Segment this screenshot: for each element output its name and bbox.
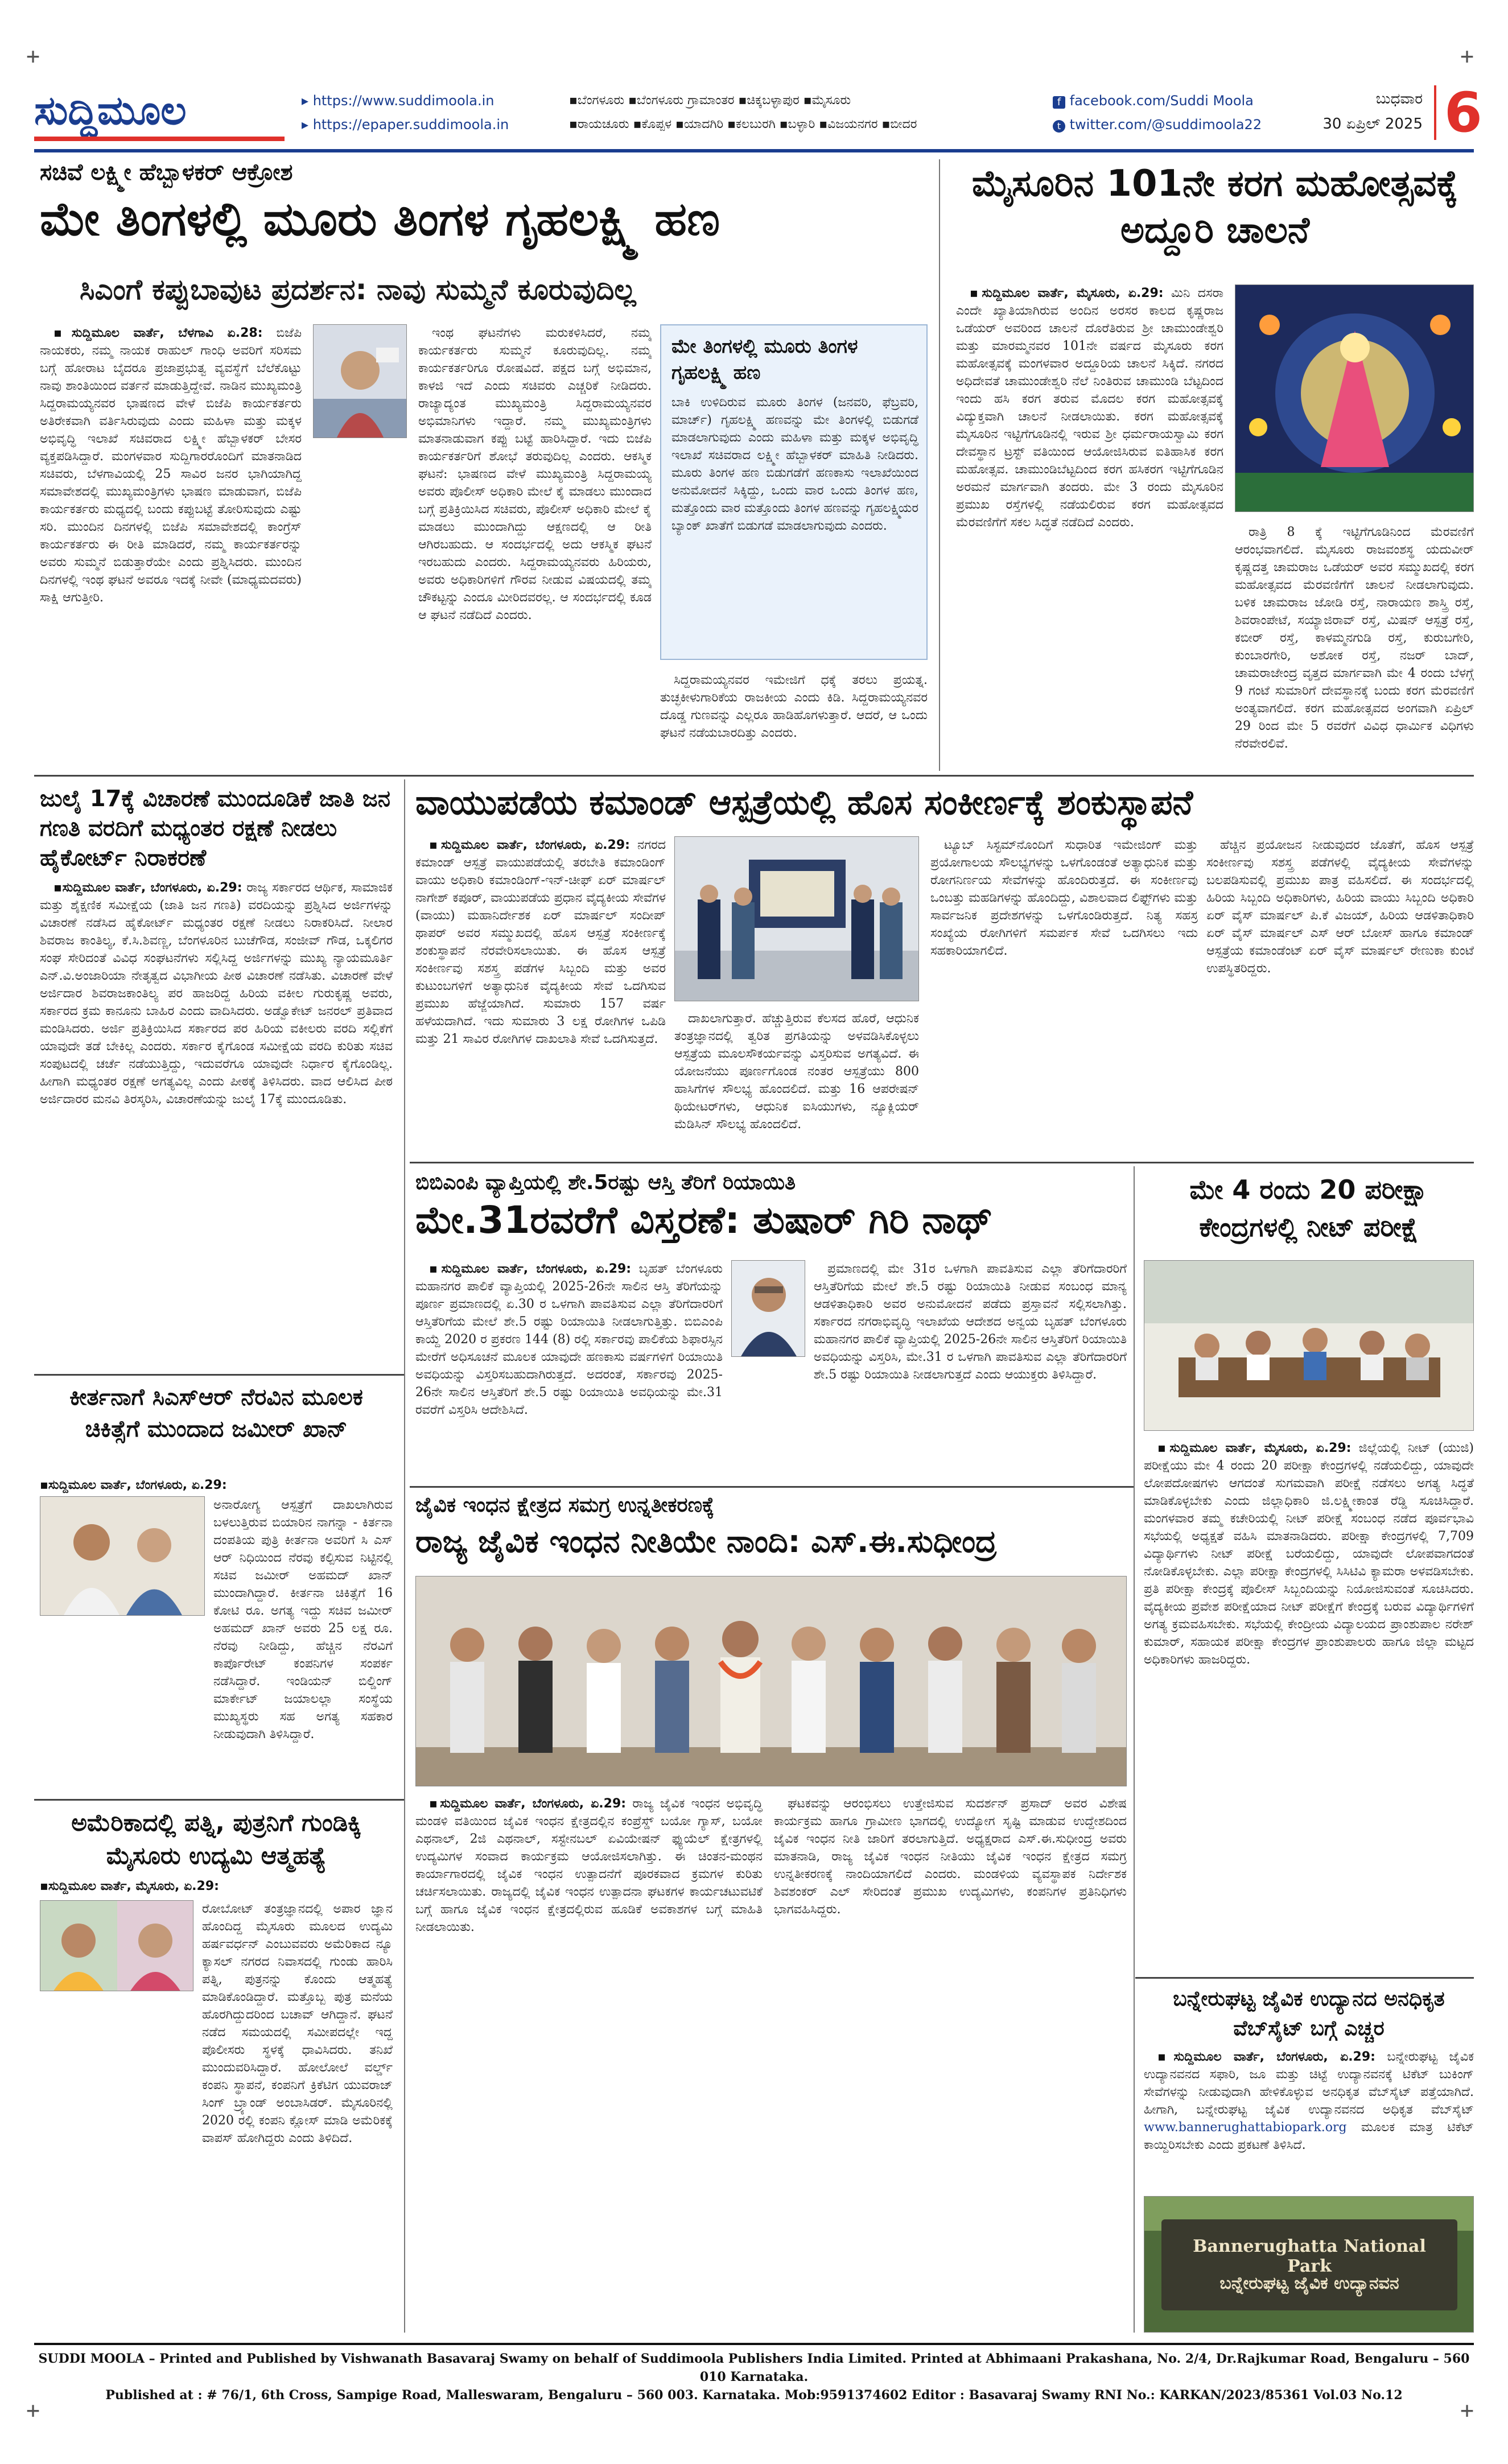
story2-text2: ರಾತ್ರಿ 8 ಕ್ಕೆ ಇಟ್ಟಿಗೆಗೂಡಿನಿಂದ ಮೆರವಣಿಗೆ ಆರಂಭವಾಗಲಿದೆ. ಮೈಸೂರು ರಾಜವಂಶಸ್ಥ ಯದುವೀರ್ ಕೃಷ್ಣದತ್ತ ಚಾಮರಾಜ ಒಡೆಯರ್ ಅವರ ಸಮ್ಮುಖದಲ್ಲಿ ಕರಗ ಮಹೋತ್ಸವದ ಮೆರವಣಿಗೆಗೆ ಚಾಲನೆ ನೀಡಲಾಗುವುದು. ಬಳಿಕ ಚಾಮರಾಜ ಜೋಡಿ ರಸ್ತೆ, ನಾರಾಯಣ ಶಾಸ್ತ್ರಿ ರಸ್ತೆ, ಶಿವರಾಂಪೇಟೆ, ಸಯ್ಯಾಜಿರಾವ್ ರಸ್ತೆ, ಮಿಷನ್ ಆಸ್ಪತ್ರೆ ರಸ್ತೆ, ಕಬೀರ್ ರಸ್ತೆ, ಕಾಳಮ್ಮನಗುಡಿ ರಸ್ತೆ, ಕುರುಬಗೇರಿ, ಕುಂಬಾರಗೇರಿ, ಅಶೋಕ ರಸ್ತೆ, ನಜರ್ ಬಾದ್, ಚಾಮರಾಜೇಂದ್ರ ವೃತ್ತದ ಮಾರ್ಗವಾಗಿ ಮೇ 4 ರಂದು ಬೆಳಗ್ಗೆ 9 ಗಂಟೆ ಸುಮಾರಿಗೆ ದೇವಸ್ಥಾನಕ್ಕೆ ಬಂದು ಕರಗ ಮೆರವಣಿಗೆ ಅಂತ್ಯವಾಗಲಿದೆ. ಕರಗ ಮಹೋತ್ಸವದ ಅಂಗವಾಗಿ ಏಪ್ರಿಲ್ 29 ರಿಂದ ಮೇ 5 ರವರೆಗೆ ವಿವಿಧ ಧಾರ್ಮಿಕ ವಿಧಿಗಳು ನೆರವೇರಲಿವೆ. bbox=[1235, 525, 1474, 751]
commissioner-portrait-image bbox=[732, 1261, 805, 1357]
story5-headline[interactable]: ಮೇ.31ರವರೆಗೆ ವಿಸ್ತರಣೆ: ತುಷಾರ್ ಗಿರಿ ನಾಥ್ bbox=[415, 1198, 993, 1242]
box-text: ಬಾಕಿ ಉಳಿದಿರುವ ಮೂರು ತಿಂಗಳ (ಜನವರಿ, ಫೆಬ್ರವರಿ, ಮಾರ್ಚ್) ಗೃಹಲಕ್ಷ್ಮಿ ಹಣವನ್ನು ಮೇ ತಿಂಗಳಲ್ಲಿ ಬಿಡುಗಡೆ ಮಾಡಲಾಗುವುದು ಎಂದು ಮಹಿಳಾ ಮತ್ತು ಮಕ್ಕಳ ಅಭಿವೃದ್ಧಿ ಇಲಾಖೆ ಸಚಿವರಾದ ಲಕ್ಷ್ಮೀ ಹೆಬ್ಬಾಳಕರ್ ಮಾಹಿತಿ ನೀಡಿದರು. ಮೂರು ತಿಂಗಳ ಹಣ ಬಿಡುಗಡೆಗೆ ಹಣಕಾಸು ಇಲಾಖೆಯಿಂದ ಅನುಮೋದನೆ ಸಿಕ್ಕಿದ್ದು, ಒಂದು ವಾರ ಒಂದು ತಿಂಗಳ ಹಣ, ಮತ್ತೊಂದು ವಾರ ಮತ್ತೊಂದು ತಿಂಗಳ ಹಣವನ್ನು ಗೃಹಲಕ್ಷ್ಮಿಯರ ಬ್ಯಾಂಕ್ ಖಾತೆಗೆ ಬಿಡುಗಡೆ ಮಾಡಲಾಗುವುದು ಎಂದರು. bbox=[671, 395, 918, 533]
story9-headline[interactable]: ಅಮೆರಿಕಾದಲ್ಲಿ ಪತ್ನಿ, ಪುತ್ರನಿಗೆ ಗುಂಡಿಕ್ಕಿ ಮೈಸೂರು ಉದ್ಯಮಿ ಆತ್ಮಹತ್ಯೆ bbox=[71, 1809, 361, 1869]
story5-col1: ▪ಸುದ್ದಿಮೂಲ ವಾರ್ತೆ, ಬೆಂಗಳೂರು, ಏ.29: ಬೃಹತ್ ಬೆಂಗಳೂರು ಮಹಾನಗರ ಪಾಲಿಕೆ ವ್ಯಾಪ್ತಿಯಲ್ಲಿ 2025-26ನೇ ಸಾಲಿನ ಆಸ್ತಿ ತೆರಿಗೆಯನ್ನು ಪೂರ್ಣ ಪ್ರಮಾಣದಲ್ಲಿ ಏ.30 ರ ಒಳಗಾಗಿ ಪಾವತಿಸುವ ಎಲ್ಲಾ ತೆರಿಗೆದಾರರಿಗೆ ಆಸ್ತಿತೆರಿಗೆಯ ಮೇಲೆ ಶೇ.5 ರಷ್ಟು ರಿಯಾಯಿತಿ ನೀಡಲಾಗುತ್ತಿತ್ತು. ಬಿಬಿಎಂಪಿ ಕಾಯ್ದೆ 2020 ರ ಪ್ರಕರಣ 144 (8) ರಲ್ಲಿ ಸರ್ಕಾರವು ಪಾಲಿಕೆಯ ಶಿಫಾರಸ್ಸಿನ ಮೇರೆಗೆ ಅಧಿಸೂಚನೆ ಮೂಲಕ ಯಾವುದೇ ಹಣಕಾಸು ವರ್ಷಗಳಿಗೆ ರಿಯಾಯಿತಿ ಅವಧಿಯನ್ನು ವಿಸ್ತರಿಸಬಹುದಾಗಿರುತ್ತದೆ. ಅದರಂತೆ, ಸರ್ಕಾರವು 2025-26ನೇ ಸಾಲಿನ ಆಸ್ತಿತೆರಿಗೆ ಶೇ.5 ರಷ್ಟು ರಿಯಾಯಿತಿ ಅವಧಿಯನ್ನು ಮೇ.31 ರವರೆಗೆ ವಿಸ್ತರಿಸಿ ಆದೇಶಿಸಿದೆ. bbox=[415, 1262, 723, 1417]
official-website-url[interactable]: www.bannerughattabiopark.org bbox=[1144, 2120, 1347, 2135]
story2-headline[interactable]: ಮೈಸೂರಿನ 101ನೇ ಕರಗ ಮಹೋತ್ಸವಕ್ಕೆ ಅದ್ದೂರಿ ಚಾಲನೆ bbox=[971, 163, 1458, 251]
crop-mark: + bbox=[26, 2397, 40, 2424]
imprint-line: SUDDI MOOLA – Printed and Published by Vishwanath Basavaraj Swamy on behalf of Suddimoola Publishers India Limited. Printed at Abhimaani Prakashana, No. 2/4, Dr.Rajkumar Road, Bengaluru – 560 010 Karnataka. bbox=[38, 2351, 1470, 2384]
story6-text: ▪ಸುದ್ದಿಮೂಲ ವಾರ್ತೆ, ಮೈಸೂರು, ಏ.29: ಜಿಲ್ಲೆಯಲ್ಲಿ ನೀಟ್ (ಯುಜಿ) ಪರೀಕ್ಷೆಯು ಮೇ 4 ರಂದು 20 ಪರೀಕ್ಷಾ ಕೇಂದ್ರಗಳಲ್ಲಿ ನಡೆಯಲಿದ್ದು, ಯಾವುದೇ ಲೋಪದೋಷಗಳು ಆಗದಂತೆ ಸುಗಮವಾಗಿ ಪರೀಕ್ಷೆ ನಡೆಸಲು ಅಗತ್ಯ ಸಿದ್ಧತೆ ಮಾಡಿಕೊಳ್ಳಬೇಕು ಎಂದು ಜಿಲ್ಲಾಧಿಕಾರಿ ಜಿ.ಲಕ್ಷ್ಮೀಕಾಂತ ರೆಡ್ಡಿ ಸೂಚಿಸಿದ್ದಾರೆ. ಮಂಗಳವಾರ ತಮ್ಮ ಕಚೇರಿಯಲ್ಲಿ ನೀಟ್ ಪರೀಕ್ಷೆ ಸಂಬಂಧ ನಡೆದ ಪೂರ್ವಭಾವಿ ಸಭೆಯಲ್ಲಿ ಅಧ್ಯಕ್ಷತೆ ವಹಿಸಿ ಮಾತನಾಡಿದರು. ಪರೀಕ್ಷಾ ಕೇಂದ್ರಗಳಲ್ಲಿ 7,709 ವಿದ್ಯಾರ್ಥಿಗಳು ನೀಟ್ ಪರೀಕ್ಷೆ ಬರೆಯಲಿದ್ದು, ಯಾವುದೇ ಲೋಪವಾಗದಂತೆ ನೋಡಿಕೊಳ್ಳಬೇಕು. ಎಲ್ಲಾ ಪರೀಕ್ಷಾ ಕೇಂದ್ರಗಳಲ್ಲಿ ಸಿಸಿಟಿವಿ ಕ್ಯಾಮರಾ ಅಳವಡಿಸಬೇಕು. ಪ್ರತಿ ಪರೀಕ್ಷಾ ಕೇಂದ್ರಕ್ಕೆ ಪೊಲೀಸ್ ಸಿಬ್ಬಂದಿಯನ್ನು ನಿಯೋಜಿಸುವಂತೆ ಸೂಚಿಸಿದರು. ವೈದ್ಯಕೀಯ ಪ್ರವೇಶ ಪರೀಕ್ಷೆಯಾದ ನೀಟ್ ಪರೀಕ್ಷೆಗೆ ಕೇಂದ್ರಕ್ಕೆ ಬರುವ ವಿದ್ಯಾರ್ಥಿಗಳಿಗೆ ಅಗತ್ಯ ಕ್ರಮವಹಿಸಬೇಕು. ಸಭೆಯಲ್ಲಿ ಕೇಂದ್ರೀಯ ವಿದ್ಯಾಲಯದ ಪ್ರಾಂಶುಪಾಲ ನರೇಶ್ ಕುಮಾರ್, ಸಹಾಯಕ ಪರೀಕ್ಷಾ ಕೇಂದ್ರಗಳ ಪ್ರಾಂಶುಪಾಲರು ಹಾಗೂ ಜಿಲ್ಲಾ ಮಟ್ಟದ ಅಧಿಕಾರಿಗಳು ಹಾಜರಿದ್ದರು. bbox=[1144, 1441, 1474, 1667]
story7-byline: ▪ಸುದ್ದಿಮೂಲ ವಾರ್ತೆ, ಬೆಂಗಳೂರು, ಏ.29: bbox=[40, 1478, 227, 1492]
story1-subhead: ಸಿಎಂಗೆ ಕಪ್ಪುಬಾವುಟ ಪ್ರದರ್ಶನ: ನಾವು ಸುಮ್ಮನೆ ಕೂರುವುದಿಲ್ಲ bbox=[80, 273, 636, 306]
section-rule bbox=[410, 1162, 1474, 1163]
story4-col2: ದಾಖಲಾಗುತ್ತಾರೆ. ಹೆಚ್ಚುತ್ತಿರುವ ಕೆಲಸದ ಹೊರೆ, ಆಧುನಿಕ ತಂತ್ರಜ್ಞಾನದಲ್ಲಿ ತ್ವರಿತ ಪ್ರಗತಿಯನ್ನು ಅಳವಡಿಸಿಕೊಳ್ಳಲು ಆಸ್ಪತ್ರೆಯ ಮೂಲಸೌಕರ್ಯವನ್ನು ವಿಸ್ತರಿಸುವ ಅಗತ್ಯವಿದೆ. ಈ ಯೋಜನೆಯು ಪೂರ್ಣಗೊಂಡ ನಂತರ ಆಸ್ಪತ್ರೆಯು 800 ಹಾಸಿಗೆಗಳ ಸೌಲಭ್ಯ ಹೊಂದಲಿದೆ. ಮತ್ತು 16 ಆಪರೇಷನ್ ಥಿಯೇಟರ್‌ಗಳು, ಆಧುನಿಕ ಐಸಿಯುಗಳು, ನ್ಯೂಕ್ಲಿಯರ್ ಮೆಡಿಸಿನ್ ಸೌಲಭ್ಯ ಹೊಂದಲಿದೆ. bbox=[674, 1012, 919, 1132]
story6-headline[interactable]: ಮೇ 4 ರಂದು 20 ಪರೀಕ್ಷಾ ಕೇಂದ್ರಗಳಲ್ಲಿ ನೀಟ್ ಪರೀಕ್ಷೆ bbox=[1189, 1174, 1428, 1243]
story9-byline: ▪ಸುದ್ದಿಮೂಲ ವಾರ್ತೆ, ಮೈಸೂರು, ಏ.29: bbox=[40, 1879, 219, 1893]
crop-mark: + bbox=[26, 43, 40, 69]
story1-col2: ಇಂಥ ಘಟನೆಗಳು ಮರುಕಳಿಸಿದರೆ, ನಮ್ಮ ಕಾರ್ಯಕರ್ತರು ಸುಮ್ಮನೆ ಕೂರುವುದಿಲ್ಲ. ನಮ್ಮ ಕಾರ್ಯಕರ್ತರಿಗೂ ರೋಷವಿದೆ. ಪಕ್ಷದ ಬಗ್ಗೆ ಅಭಿಮಾನ, ಕಾಳಜಿ ಇದೆ ಎಂದು ಸಚಿವರು ಎಚ್ಚರಿಕೆ ನೀಡಿದರು. ರಾಜ್ಯಾದ್ಯಂತ ಮುಖ್ಯಮಂತ್ರಿ ಸಿದ್ದರಾಮಯ್ಯನವರ ಅಭಿಮಾನಿಗಳು ಇದ್ದಾರೆ. ನಮ್ಮ ಮುಖ್ಯಮಂತ್ರಿಗಳು ಮಾತನಾಡುವಾಗ ಕಪ್ಪು ಬಟ್ಟೆ ಹಾರಿಸಿದ್ದಾರೆ. ಇದು ಬಿಜೆಪಿ ಕಾರ್ಯಕರ್ತರಿಗೆ ಶೋಭೆ ತರುವುದಿಲ್ಲ ಎಂದರು. ಆಕಸ್ಮಿಕ ಘಟನೆ: ಭಾಷಣದ ವೇಳೆ ಮುಖ್ಯಮಂತ್ರಿ ಸಿದ್ದರಾಮಯ್ಯ ಅವರು ಪೊಲೀಸ್ ಅಧಿಕಾರಿ ಮೇಲೆ ಕೈ ಮಾಡಲು ಮುಂದಾದ ಬಗ್ಗೆ ಪ್ರತಿಕ್ರಿಯಿಸಿದ ಸಚಿವರು, ಪೊಲೀಸ್ ಅಧಿಕಾರಿ ಮೇಲೆ ಕೈ ಮಾಡಲು ಮುಂದಾಗಿದ್ದು ಆಕ್ಷಣದಲ್ಲಿ ಆ ರೀತಿ ಆಗಿರಬಹುದು. ಆ ಸಂದರ್ಭದಲ್ಲಿ ಅದು ಆಕಸ್ಮಿಕ ಘಟನೆ ಇರಬಹುದು ಎಂದರು. ಸಿದ್ದರಾಮಯ್ಯನವರು ಹಿರಿಯರು, ಅವರು ಅಧಿಕಾರಿಗಳಿಗೆ ಗೌರವ ನೀಡುವ ವಿಷಯದಲ್ಲಿ ತಮ್ಮ ಚೌಕಟ್ಟನ್ನು ಎಂದೂ ಮೀರಿದವರಲ್ಲ. ಆ ಸಂದರ್ಭದಲ್ಲಿ ಕೂಡ ಆ ಘಟನೆ ನಡೆದಿದೆ ಎಂದರು. bbox=[418, 326, 652, 622]
masthead-rule bbox=[34, 149, 1474, 152]
minister-photo bbox=[313, 324, 407, 438]
section-rule bbox=[34, 1799, 404, 1801]
story8-headline[interactable]: ರಾಜ್ಯ ಜೈವಿಕ ಇಂಧನ ನೀತಿಯೇ ನಾಂದಿ: ಎಸ್.ಈ.ಸುಧೀಂದ್ರ bbox=[415, 1524, 997, 1559]
story4-col1: ▪ಸುದ್ದಿಮೂಲ ವಾರ್ತೆ, ಬೆಂಗಳೂರು, ಏ.29: ನಗರದ ಕಮಾಂಡ್ ಆಸ್ಪತ್ರೆ ವಾಯುಪಡೆಯಲ್ಲಿ ತರಬೇತಿ ಕಮಾಂಡಿಂಗ್ ವಾಯು ಅಧಿಕಾರಿ ಕಮಾಂಡಿಂಗ್-ಇನ್-ಚೀಫ್ ಏರ್ ಮಾರ್ಷಲ್ ನಾಗೇಶ್ ಕಪೂರ್, ವಾಯುಪಡೆಯ ಪ್ರಧಾನ ವೈದ್ಯಕೀಯ ಸೇವೆಗಳ (ವಾಯು) ಮಹಾನಿರ್ದೇಶಕ ಏರ್ ಮಾರ್ಷಲ್ ಸಂದೀಪ್ ಥಾಪರ್ ಅವರ ಸಮ್ಮುಖದಲ್ಲಿ ಹೊಸ ಆಸ್ಪತ್ರೆ ಸಂಕೀರ್ಣಕ್ಕೆ ಶಂಕುಸ್ಥಾಪನೆ ನೆರವೇರಿಸಲಾಯಿತು. ಈ ಹೊಸ ಆಸ್ಪತ್ರೆ ಸಂಕೀರ್ಣವು ಸಶಸ್ತ್ರ ಪಡೆಗಳ ಸಿಬ್ಬಂದಿ ಮತ್ತು ಅವರ ಕುಟುಂಬಗಳಿಗೆ ಅತ್ಯಾಧುನಿಕ ವೈದ್ಯಕೀಯ ಸೇವೆ ಒದಗಿಸುವ ಪ್ರಮುಖ ಹೆಜ್ಜೆಯಾಗಿದೆ. ಸುಮಾರು 157 ವರ್ಷ ಹಳೆಯದಾಗಿದೆ. ಇದು ಸುಮಾರು 3 ಲಕ್ಷ ರೋಗಿಗಳ ಒಪಿಡಿ ಮತ್ತು 21 ಸಾವಿರ ರೋಗಿಗಳ ದಾಖಲಾತಿ ಸೇವೆ ಒದಗಿಸುತ್ತದೆ. bbox=[415, 838, 666, 1046]
story5-col2: ಪ್ರಮಾಣದಲ್ಲಿ ಮೇ 31ರ ಒಳಗಾಗಿ ಪಾವತಿಸುವ ಎಲ್ಲಾ ತೆರಿಗೆದಾರರಿಗೆ ಆಸ್ತಿತೆರಿಗೆಯ ಮೇಲೆ ಶೇ.5 ರಷ್ಟು ರಿಯಾಯಿತಿ ನೀಡುವ ಸಂಬಂಧ ಮಾನ್ಯ ಆಡಳಿತಾಧಿಕಾರಿ ಅವರ ಅನುಮೋದನೆ ಪಡೆದು ಪ್ರಸ್ತಾವನೆ ಸಲ್ಲಿಸಲಾಗಿತ್ತು. ಸರ್ಕಾರದ ನಗರಾಭಿವೃದ್ಧಿ ಇಲಾಖೆಯ ಆದೇಶದ ಅನ್ವಯ ಬೃಹತ್ ಬೆಂಗಳೂರು ಮಹಾನಗರ ಪಾಲಿಕೆ ವ್ಯಾಪ್ತಿಯಲ್ಲಿ 2025-26ನೇ ಸಾಲಿನ ಆಸ್ತಿತೆರಿಗೆ ರಿಯಾಯಿತಿ ಅವಧಿಯನ್ನು ವಿಸ್ತರಿಸಿ, ಮೇ.31 ರ ಒಳಗಾಗಿ ಪಾವತಿಸುವ ಎಲ್ಲಾ ತೆರಿಗೆದಾರರಿಗೆ ಶೇ.5 ರಷ್ಟು ರಿಯಾಯಿತಿ ನೀಡಲಾಗುತ್ತದೆ ಎಂದು ಆಯುಕ್ತರು ತಿಳಿಸಿದ್ದಾರೆ. bbox=[814, 1262, 1127, 1382]
minister-portrait-image bbox=[314, 325, 407, 438]
epaper-link[interactable]: ▸ https://epaper.suddimoola.in bbox=[302, 117, 509, 133]
column-rule bbox=[1134, 1166, 1135, 2333]
section-rule bbox=[410, 1486, 1134, 1488]
twitter-icon: t bbox=[1053, 120, 1065, 133]
story2-text1: ▪ಸುದ್ದಿಮೂಲ ವಾರ್ತೆ, ಮೈಸೂರು, ಏ.29: ಮಿನಿ ದಸರಾ ಎಂದೇ ಖ್ಯಾತಿಯಾಗಿರುವ ಅಂದಿನ ಅರಸರ ಕಾಲದ ಕೃಷ್ಣರಾಜ ಒಡೆಯರ್ ಅವರಿಂದ ಚಾಲನೆ ದೊರೆತಿರುವ ಶ್ರೀ ಚಾಮುಂಡೇಶ್ವರಿ ಮತ್ತು ಮಾರಮ್ಮನವರ 101ನೇ ವರ್ಷದ ಮೈಸೂರು ಕರಗ ಮಹೋತ್ಸವಕ್ಕೆ ಮಂಗಳವಾರ ಅದ್ದೂರಿಯ ಚಾಲನೆ ಸಿಕ್ಕಿದೆ. ನಗರದ ಅಧಿದೇವತೆ ಚಾಮುಂಡೇಶ್ವರಿ ನೆಲೆ ನಿಂತಿರುವ ಚಾಮುಂಡಿ ಬೆಟ್ಟದಿಂದ ಇಂದು ಹಸಿ ಕರಗ ತರುವ ಮೊದಲ ಕರಗ ಮಹೋತ್ಸವಕ್ಕೆ ವಿದ್ಯುಕ್ತವಾಗಿ ಚಾಲನೆ ನೀಡಲಾಯಿತು. ಕರಗ ಮಹೋತ್ಸವಕ್ಕೆ ಮೈಸೂರಿನ ಇಟ್ಟಿಗೆಗೂಡಿನಲ್ಲಿ ಇರುವ ಶ್ರೀ ಧರ್ಮರಾಯಸ್ವಾಮಿ ಕರಗ ದೇವಸ್ಥಾನ ಟ್ರಸ್ಟ್ ವತಿಯಿಂದ ಆಯೋಜಿಸಿರುವ ಐತಿಹಾಸಿಕ ಕರಗ ಮಹೋತ್ಸವ. ಚಾಮುಂಡಿಬೆಟ್ಟದಿಂದ ಕರಗ ಹಸಿಕರಗ ಇಟ್ಟಿಗೆಗೂಡಿನ ಅರಮನೆ ಮಾರ್ಗವಾಗಿ ತಂದರು. ಮೇ 3 ರಂದು ಮೈಸೂರಿನ ಪ್ರಮುಖ ರಸ್ತೆಗಳಲ್ಲಿ ನಡೆಯಲಿರುವ ಕರಗ ಮಹೋತ್ಸವದ ಮೆರವಣಿಗೆಗೆ ಸಕಲ ಸಿದ್ಧತೆ ನಡೆದಿದೆ ಎಂದರು. bbox=[956, 286, 1223, 530]
story5-kicker: ಬಿಬಿಎಂಪಿ ವ್ಯಾಪ್ತಿಯಲ್ಲಿ ಶೇ.5ರಷ್ಟು ಆಸ್ತಿ ತೆರಿಗೆ ರಿಯಾಯಿತಿ bbox=[415, 1171, 796, 1194]
biofuel-group-photo bbox=[415, 1576, 1127, 1786]
social-links bbox=[1053, 89, 1262, 137]
meeting-image bbox=[1144, 1261, 1474, 1431]
facebook-icon: f bbox=[1053, 96, 1065, 109]
park-sign-english: Bannerughatta National Park bbox=[1193, 2236, 1426, 2276]
story9-text: ರೋಬೋಟ್ ತಂತ್ರಜ್ಞಾನದಲ್ಲಿ ಅಪಾರ ಜ್ಞಾನ ಹೊಂದಿದ್ದ ಮೈಸೂರು ಮೂಲದ ಉದ್ಯಮಿ ಹರ್ಷವರ್ಧನ್ ಎಂಬುವವರು ಅಮೆರಿಕಾದ ನ್ಯೂ ಕ್ಯಾಸಲ್ ನಗರದ ನಿವಾಸದಲ್ಲಿ ಗುಂಡು ಹಾರಿಸಿ ಪತ್ನಿ, ಪುತ್ರನನ್ನು ಕೊಂದು ಆತ್ಮಹತ್ಯೆ ಮಾಡಿಕೊಂಡಿದ್ದಾರೆ. ಮತ್ತೊಬ್ಬ ಪುತ್ರ ಮನೆಯ ಹೊರಗಿದ್ದುದರಿಂದ ಬಚಾವ್ ಆಗಿದ್ದಾನೆ. ಘಟನೆ ನಡೆದ ಸಮಯದಲ್ಲಿ ಸಮೀಪದಲ್ಲೇ ಇದ್ದ ಪೊಲೀಸರು ಸ್ಥಳಕ್ಕೆ ಧಾವಿಸಿದರು. ತನಿಖೆ ಮುಂದುವರಿಸಿದ್ದಾರೆ. ಹೋಲೋಲೆ ವರ್ಲ್ಡ್ ಕಂಪನಿ ಸ್ಥಾಪನೆ, ಕಂಪನಿಗೆ ಕ್ರಿಕೆಟಿಗ ಯುವರಾಜ್ ಸಿಂಗ್ ಬ್ರ್ಯಾಂಡ್ ಅಂಬಾಸಿಡರ್. ಮೈಸೂರಿನಲ್ಲಿ 2020 ರಲ್ಲಿ ಕಂಪನಿ ಕ್ಲೋಸ್ ಮಾಡಿ ಅಮೆರಿಕಕ್ಕೆ ವಾಪಸ್ ಹೋಗಿದ್ದರು ಎಂದು ತಿಳಿದಿದೆ. bbox=[202, 1902, 393, 2145]
weekday: ಬುಧವಾರ bbox=[1375, 90, 1423, 108]
issue-date bbox=[1322, 86, 1423, 137]
page-number: 6 bbox=[1434, 85, 1482, 140]
story8-kicker: ಜೈವಿಕ ಇಂಧನ ಕ್ಷೇತ್ರದ ಸಮಗ್ರ ಉನ್ನತೀಕರಣಕ್ಕೆ bbox=[415, 1493, 715, 1517]
column-rule bbox=[939, 159, 940, 771]
foundation-ceremony-photo bbox=[674, 836, 919, 1001]
karaga-festival-image bbox=[1235, 285, 1474, 512]
masthead bbox=[34, 81, 1482, 145]
cities-line: ▪ಬೆಂಗಳೂರು ▪ಬೆಂಗಳೂರು ಗ್ರಾಮಾಂತರ ▪ಚಿಕ್ಕಬಳ್ಳಾಪುರ ▪ಮೈಸೂರು bbox=[569, 93, 851, 108]
story4-col4: ಹೆಚ್ಚಿನ ಪ್ರಯೋಜನ ನೀಡುವುದರ ಜೊತೆಗೆ, ಹೊಸ ಆಸ್ಪತ್ರೆ ಸಂಕೀರ್ಣವು ಸಶಸ್ತ್ರ ಪಡೆಗಳಲ್ಲಿ ವೈದ್ಯಕೀಯ ಸೇವೆಗಳನ್ನು ಬಲಪಡಿಸುವಲ್ಲಿ ಪ್ರಮುಖ ಪಾತ್ರ ವಹಿಸಲಿದೆ. ಈ ಸಂದರ್ಭದಲ್ಲಿ ಹಿರಿಯ ಸಿಬ್ಬಂದಿ ಅಧಿಕಾರಿಗಳು, ಹಿರಿಯ ವಾಯು ಸಿಬ್ಬಂದಿ ಅಧಿಕಾರಿ ಏರ್ ವೈಸ್ ಮಾರ್ಷಲ್ ಪಿ.ಕೆ ವಿಜಯ್, ಹಿರಿಯ ಆಡಳಿತಾಧಿಕಾರಿ ಏರ್ ವೈಸ್ ಮಾರ್ಷಲ್ ಎಸ್ ಆರ್ ಬೋಸ್ ಹಾಗೂ ಕಮಾಂಡ್ ಆಸ್ಪತ್ರೆಯ ಕಮಾಂಡೆಂಟ್ ಏರ್ ವೈಸ್ ಮಾರ್ಷಲ್ ರೇಣುಕಾ ಕುಂಟೆ ಉಪಸ್ಥಿತರಿದ್ದರು. bbox=[1206, 838, 1474, 976]
story8-col1: ▪ಸುದ್ದಿಮೂಲ ವಾರ್ತೆ, ಬೆಂಗಳೂರು, ಏ.29: ರಾಜ್ಯ ಜೈವಿಕ ಇಂಧನ ಅಭಿವೃದ್ಧಿ ಮಂಡಳಿ ವತಿಯಿಂದ ಜೈವಿಕ ಇಂಧನ ಕ್ಷೇತ್ರದಲ್ಲಿನ ಕಂಪ್ರೆಸ್ಡ್ ಬಯೋ ಗ್ಯಾಸ್, ಬಯೋ ಎಥನಾಲ್, 2ಜಿ ಎಥನಾಲ್, ಸಸ್ಟೇನಬಲ್ ಏವಿಯೇಷನ್ ಫ್ಯುಯೆಲ್ ಕ್ಷೇತ್ರಗಳಲ್ಲಿ ಉದ್ಯಮಿಗಳ ಸಂವಾದ ಕಾರ್ಯಕ್ರಮ ಆಯೋಜಿಸಲಾಗಿತ್ತು. ಈ ಚಿಂತನ-ಮಂಥನ ಕಾರ್ಯಾಗಾರದಲ್ಲಿ ಜೈವಿಕ ಇಂಧನ ಉತ್ಪಾದನೆಗೆ ಪೂರಕವಾದ ಕ್ರಮಗಳ ಕುರಿತು ಚರ್ಚಿಸಲಾಯಿತು. ರಾಜ್ಯದಲ್ಲಿ ಜೈವಿಕ ಇಂಧನ ಉತ್ಪಾದನಾ ಘಟಕಗಳ ಕಾರ್ಯಚಟುವಟಿಕೆ ಬಗ್ಗೆ ಹಾಗೂ ಜೈವಿಕ ಇಂಧನ ಕ್ಷೇತ್ರದಲ್ಲಿರುವ ಹೂಡಿಕೆ ಅವಕಾಶಗಳ ಬಗ್ಗೆ ಮಾಹಿತಿ ನೀಡಲಾಯಿತು. bbox=[415, 1797, 763, 1934]
neet-meeting-photo bbox=[1144, 1260, 1474, 1431]
story3-text: ▪ಸುದ್ದಿಮೂಲ ವಾರ್ತೆ, ಬೆಂಗಳೂರು, ಏ.29: ರಾಜ್ಯ ಸರ್ಕಾರದ ಆರ್ಥಿಕ, ಸಾಮಾಜಿಕ ಮತ್ತು ಶೈಕ್ಷಣಿಕ ಸಮೀಕ್ಷೆಯ (ಜಾತಿ ಜನ ಗಣತಿ) ವರದಿಯನ್ನು ಪ್ರಶ್ನಿಸಿದ ಅರ್ಜಿಗಳನ್ನು ವಿಚಾರಣೆ ನಡೆಸಿದ ಹೈಕೋರ್ಟ್ ಮಧ್ಯಂತರ ರಕ್ಷಣೆ ನೀಡಲು ನಿರಾಕರಿಸಿದೆ. ನೀಲಾರ ಶಿವರಾಜ ಕಾಂತಿಲ್ಯ, ಕೆ.ಸಿ.ಶಿವಣ್ಣ, ಬೆಂಗಳೂರಿನ ಬುಚೆಗೌಡ, ಸಂಜೀವ್ ಗೌಡ, ಒಕ್ಕಲಿಗರ ಸಂಘ ಸೇರಿದಂತೆ ವಿವಿಧ ಸಂಘಟನೆಗಳು ಸಲ್ಲಿಸಿದ್ದ ಅರ್ಜಿಗಳನ್ನು ಮುಖ್ಯ ನ್ಯಾಯಮೂರ್ತಿ ಎನ್.ವಿ.ಅಂಜಾರಿಯಾ ನೇತೃತ್ವದ ವಿಭಾಗೀಯ ಪೀಠ ವಿಚಾರಣೆ ನಡೆಸಿತು. ವಿಚಾರಣೆ ವೇಳೆ ಅರ್ಜಿದಾರ ಶಿವರಾಜಕಾಂತಿಲ್ಯ ಪರ ಹಾಜರಿದ್ದ ಹಿರಿಯ ವಕೀಲ ಗುರುಕೃಷ್ಣ ಅವರು, ಸರ್ಕಾರದ ಕ್ರಮ ಕಾನೂನು ಬಾಹಿರ ಎಂದು ವಾದಿಸಿದರು. ಅಡ್ವೊಕೇಟ್ ಜನರಲ್ ಪ್ರತಿವಾದ ಮಂಡಿಸಿದರು. ಅರ್ಜಿ ಪ್ರತಿಕ್ರಿಯಿಸಿದ ಸರ್ಕಾರದ ಪರ ಹಿರಿಯ ವಕೀಲರು ವರದಿ ಸಲ್ಲಿಕೆಗೆ ಯಾವುದೇ ತಡೆ ಬೇಕಿಲ್ಲ ಎಂದರು. ಸರ್ಕಾರ ಕೈಗೊಂಡ ಸಮೀಕ್ಷೆಯ ವರದಿ ಕುರಿತು ಸಚಿವ ಸಂಪುಟದಲ್ಲಿ ಚರ್ಚೆ ನಡೆಯುತ್ತಿದ್ದು, ಇದುವರೆಗೂ ಯಾವುದೇ ನಿರ್ಧಾರ ಕೈಗೊಂಡಿಲ್ಲ. ಹೀಗಾಗಿ ಮಧ್ಯಂತರ ರಕ್ಷಣೆ ಅಗತ್ಯವಿಲ್ಲ ಎಂದು ಪೀಠಕ್ಕೆ ತಿಳಿಸಿದರು. ವಾದ ಆಲಿಸಿದ ಪೀಠ ಅರ್ಜಿದಾರರ ಮನವಿ ತಿರಸ್ಕರಿಸಿ, ವಿಚಾರಣೆಯನ್ನು ಜುಲೈ 17ಕ್ಕೆ ಮುಂದೂಡಿತು. bbox=[40, 881, 393, 1107]
crop-mark: + bbox=[1460, 2397, 1474, 2424]
footer-rule bbox=[34, 2343, 1474, 2345]
imprint-line: Published at : # 76/1, 6th Cross, Sampige Road, Malleswaram, Bengaluru – 560 003. Karnataka. Mob:9591374602 Editor : Basavaraj Swamy RNI No.: KARKAN/2023/85361 Vol.03 No.12 bbox=[105, 2388, 1403, 2403]
commissioner-photo bbox=[731, 1260, 805, 1357]
story4-col3: ಟ್ಯೂಬ್ ಸಿಸ್ಟಮ್‌ನೊಂದಿಗೆ ಸುಧಾರಿತ ಇಮೇಜಿಂಗ್ ಮತ್ತು ಪ್ರಯೋಗಾಲಯ ಸೌಲಭ್ಯಗಳನ್ನು ಒಳಗೊಂಡಂತೆ ಅತ್ಯಾಧುನಿಕ ಮತ್ತು ರೋಗನಿರ್ಣಯ ಸೇವೆಗಳನ್ನು ಹೊಂದಿರುತ್ತದೆ. ಈ ಸಂಕೀರ್ಣವು ಒಂಬತ್ತು ಮಹಡಿಗಳನ್ನು ಹೊಂದಿದ್ದು, ವಿಶಾಲವಾದ ಲಿಫ್ಟ್‌ಗಳು ಮತ್ತು ಸಾರ್ವಜನಿಕ ಪ್ರದೇಶಗಳನ್ನು ಒಳಗೊಂಡಿರುತ್ತದೆ. ನಿತ್ಯ ಸಹಸ್ರ ಸಂಖ್ಯೆಯ ರೋಗಿಗಳಿಗೆ ಸಮರ್ಪಕ ಸೇವೆ ಒದಗಿಸಲು ಇದು ಸಹಕಾರಿಯಾಗಲಿದೆ. bbox=[930, 838, 1198, 958]
facebook-link[interactable]: f facebook.com/Suddi Moola bbox=[1053, 89, 1262, 113]
story10-text: ▪ಸುದ್ದಿಮೂಲ ವಾರ್ತೆ, ಬೆಂಗಳೂರು, ಏ.29: ಬನ್ನೇರುಘಟ್ಟ ಜೈವಿಕ ಉದ್ಯಾನವನದ ಸಫಾರಿ, ಜೂ ಮತ್ತು ಚಿಟ್ಟೆ ಉದ್ಯಾನವನಕ್ಕೆ ಟಿಕೆಟ್ ಬುಕಿಂಗ್ ಸೇವೆಗಳನ್ನು ನೀಡುವುದಾಗಿ ಹೇಳಿಕೊಳ್ಳುವ ಅನಧಿಕೃತ ವೆಬ್‌ಸೈಟ್ ಪತ್ತೆಯಾಗಿದೆ. ಹೀಗಾಗಿ, ಬನ್ನೇರುಘಟ್ಟ ಜೈವಿಕ ಉದ್ಯಾನವನದ ಅಧಿಕೃತ ವೆಬ್‌ಸೈಟ್ www.bannerughattabiopark.org ಮೂಲಕ ಮಾತ್ರ ಟಿಕೆಟ್ ಕಾಯ್ದಿರಿಸಬೇಕು ಎಂದು ಪ್ರಕಟಣೆ ತಿಳಿಸಿದೆ. bbox=[1144, 2050, 1474, 2152]
story3-headline[interactable]: ಜುಲೈ 17ಕ್ಕೆ ವಿಚಾರಣೆ ಮುಂದೂಡಿಕೆ ಜಾತಿ ಜನ ಗಣತಿ ವರದಿಗೆ ಮಧ್ಯಂತರ ರಕ್ಷಣೆ ನೀಡಲು ಹೈಕೋರ್ಟ್ ನಿರಾಕರಣೆ bbox=[40, 786, 391, 871]
crop-mark: + bbox=[1460, 43, 1474, 69]
section-rule bbox=[34, 1374, 404, 1376]
edition-cities bbox=[569, 89, 917, 137]
story1-col1: ▪ಸುದ್ದಿಮೂಲ ವಾರ್ತೆ, ಬೆಳಗಾವಿ ಏ.28: ಬಿಜೆಪಿ ನಾಯಕರು, ನಮ್ಮ ನಾಯಕ ರಾಹುಲ್ ಗಾಂಧಿ ಅವರಿಗೆ ಸರಿಸಮ ಬಗ್ಗೆ ಹೋರಾಟ ಬೈದರೂ ಪ್ರಜಾಪ್ರಭುತ್ವ ವ್ಯವಸ್ಥೆಗೆ ಬೆಲೆಕೊಟ್ಟು ನಾವು ಶಾಂತಿಯಿಂದ ವರ್ತನೆ ಮಾಡುತ್ತಿದ್ದೇವೆ. ನಾಡಿನ ಮುಖ್ಯಮಂತ್ರಿ ಸಿದ್ದರಾಮಯ್ಯನವರ ಭಾಷಣದ ವೇಳೆ ಬಿಜೆಪಿ ಕಾರ್ಯಕರ್ತರು ಅತಿರೇಕವಾಗಿ ವರ್ತಿಸಿರುವುದು ಎಂದು ಮಹಿಳಾ ಮತ್ತು ಮಕ್ಕಳ ಅಭಿವೃದ್ಧಿ ಇಲಾಖೆ ಸಚಿವರಾದ ಲಕ್ಷ್ಮೀ ಹೆಬ್ಬಾಳಕರ್ ಬೇಸರ ವ್ಯಕ್ತಪಡಿಸಿದ್ದಾರೆ. ಮಂಗಳವಾರ ಸುದ್ದಿಗಾರರೊಂದಿಗೆ ಮಾತನಾಡಿದ ಸಚಿವರು, ಬೆಳಗಾವಿಯಲ್ಲಿ 25 ಸಾವಿರ ಜನರ ಭಾಗಿಯಾಗಿದ್ದ ಸಮಾವೇಶದಲ್ಲಿ ಮುಖ್ಯಮಂತ್ರಿಗಳು ಭಾಷಣ ಮಾಡುವಾಗ, ಬಿಜೆಪಿ ಕಾರ್ಯಕರ್ತರು ಮಧ್ಯದಲ್ಲಿ ಬಂದು ಕಪ್ಪುಬಟ್ಟೆ ತೋರಿಸುವುದು ಎಷ್ಟು ಸರಿ. ಮುಂದಿನ ದಿನಗಳಲ್ಲಿ ಬಿಜೆಪಿ ಸಮಾವೇಶದಲ್ಲಿ ಕಾಂಗ್ರೆಸ್ ಕಾರ್ಯಕರ್ತರು ಈ ರೀತಿ ಮಾಡಿದರೆ, ನಮ್ಮ ಕಾರ್ಯಕರ್ತರನ್ನು ಅವರು ಸುಮ್ಮನೆ ಬಿಡುತ್ತಾರೆಯೇ ಎಂದು ಪ್ರಶ್ನಿಸಿದರು. ಮುಂದಿನ ದಿನಗಳಲ್ಲಿ ಇಂಥ ಘಟನೆ ಅವರೂ ಇದಕ್ಕೆ ನೀವೇ (ಮಾಧ್ಯಮದವರು) ಸಾಕ್ಷಿ ಆಗುತ್ತೀರಿ. bbox=[40, 326, 302, 605]
story10-headline[interactable]: ಬನ್ನೇರುಘಟ್ಟ ಜೈವಿಕ ಉದ್ಯಾನದ ಅನಧಿಕೃತ ವೆಬ್‌ಸೈಟ್ ಬಗ್ಗೆ ಎಚ್ಚರ bbox=[1173, 1987, 1445, 2040]
section-rule bbox=[1135, 1977, 1474, 1979]
section-rule bbox=[34, 775, 1474, 777]
story4-headline[interactable]: ವಾಯುಪಡೆಯ ಕಮಾಂಡ್ ಆಸ್ಪತ್ರೆಯಲ್ಲಿ ಹೊಸ ಸಂಕೀರ್ಣಕ್ಕೆ ಶಂಕುಸ್ಥಾಪನೆ bbox=[415, 783, 1193, 823]
imprint-footer bbox=[34, 2350, 1474, 2404]
group-photo-image bbox=[416, 1576, 1127, 1786]
story7-text: ಅನಾರೋಗ್ಯ ಆಸ್ಪತ್ರೆಗೆ ದಾಖಲಾಗಿರುವ ಬಳಲುತ್ತಿರುವ ಬಿಯಾರಿನ ನಾಗನ್ನಾ - ಕಿರ್ತನಾ ದಂಪತಿಯ ಪುತ್ರಿ ಕೀರ್ತನಾ ಅವರಿಗೆ ಸಿ ಎಸ್ ಆರ್ ನಿಧಿಯಿಂದ ನೆರವು ಕಲ್ಪಿಸುವ ನಿಟ್ಟಿನಲ್ಲಿ ಸಚಿವ ಜಮೀರ್ ಅಹಮದ್ ಖಾನ್ ಮುಂದಾಗಿದ್ದಾರೆ. ಕೀರ್ತನಾ ಚಿಕಿತ್ಸೆಗೆ 16 ಕೋಟಿ ರೂ. ಅಗತ್ಯ ಇದ್ದು ಸಚಿವ ಜಮೀರ್ ಅಹಮದ್ ಖಾನ್ ಅವರು 25 ಲಕ್ಷ ರೂ. ನೆರವು ನೀಡಿದ್ದು, ಹೆಚ್ಚಿನ ನೆರವಿಗೆ ಕಾರ್ಪೊರೇಟ್ ಕಂಪನಿಗಳ ಸಂಪರ್ಕ ನಡೆಸಿದ್ದಾರೆ. ಇಂಡಿಯನ್ ಬಿಲ್ಡಿಂಗ್ ಮಾರ್ಕೇಟ್ ಜಯಾಲಲ್ಲಾ ಸಂಸ್ಥೆಯ ಮುಖ್ಯಸ್ಥರು ಸಹ ಅಗತ್ಯ ಸಹಕಾರ ನೀಡುವುದಾಗಿ ತಿಳಿಸಿದ್ದಾರೆ. bbox=[213, 1498, 393, 1741]
logo-underline bbox=[34, 137, 285, 141]
newspaper-logo[interactable]: ಸುದ್ದಿಮೂಲ bbox=[34, 87, 187, 134]
column-rule bbox=[404, 779, 405, 2333]
story7-headline[interactable]: ಕೀರ್ತನಾಗೆ ಸಿಎಸ್‌ಆರ್ ನೆರವಿನ ಮೂಲಕ ಚಿಕಿತ್ಸೆಗೆ ಮುಂದಾದ ಜಮೀರ್ ಖಾನ್ bbox=[69, 1384, 363, 1442]
park-sign-photo bbox=[1144, 2196, 1474, 2333]
karaga-photo bbox=[1235, 284, 1474, 512]
story1-col3: ಸಿದ್ದರಾಮಯ್ಯನವರ ಇಮೇಜಿಗೆ ಧಕ್ಕೆ ತರಲು ಪ್ರಯತ್ನ. ತುಚ್ಛಕೀಳುಗಾರಿಕೆಯ ರಾಜಕೀಯ ಎಂದು ಕಿಡಿ. ಸಿದ್ದರಾಮಯ್ಯನವರ ದೊಡ್ಡ ಗುಣವನ್ನು ಎಲ್ಲರೂ ಹಾಡಿಹೊಗಳುತ್ತಾರೆ. ಆದರೆ, ಆ ಒಂದು ಘಟನೆ ನಡೆಯಬಾರದಿತ್ತು ಎಂದರು. bbox=[660, 673, 928, 740]
story1-headline[interactable]: ಮೇ ತಿಂಗಳಲ್ಲಿ ಮೂರು ತಿಂಗಳ ಗೃಹಲಕ್ಷ್ಮಿ ಹಣ bbox=[40, 192, 720, 246]
cities-line: ▪ರಾಯಚೂರು ▪ಕೊಪ್ಪಳ ▪ಯಾದಗಿರಿ ▪ಕಲಬುರಗಿ ▪ಬಳ್ಳಾರಿ ▪ವಿಜಯನಗರ ▪ಬೀದರ bbox=[569, 117, 917, 131]
story1-kicker: ಸಚಿವೆ ಲಕ್ಷ್ಮೀ ಹೆಬ್ಬಾಳಕರ್ ಆಕ್ರೋಶ bbox=[40, 159, 293, 185]
twitter-link[interactable]: t twitter.com/@suddimoola22 bbox=[1053, 113, 1262, 137]
box-title: ಮೇ ತಿಂಗಳಲ್ಲಿ ಮೂರು ತಿಂಗಳ ಗೃಹಲಕ್ಷ್ಮಿ ಹಣ bbox=[671, 335, 858, 384]
airforce-ceremony-image bbox=[675, 837, 919, 1001]
website-link[interactable]: ▸ https://www.suddimoola.in bbox=[302, 93, 495, 109]
story8-col2: ಘಟಕವನ್ನು ಆರಂಭಿಸಲು ಉತ್ತೇಜಿಸುವ ಸುದರ್ಶನ್ ಪ್ರಸಾದ್ ಅವರ ವಿಶೇಷ ಕಾರ್ಯಕ್ರಮ ಹಾಗೂ ಗ್ರಾಮೀಣ ಭಾಗದಲ್ಲಿ ಉದ್ಯೋಗ ಸೃಷ್ಟಿ ಮಾಡುವ ಉದ್ದೇಶದಿಂದ ಜೈವಿಕ ಇಂಧನ ನೀತಿ ಜಾರಿಗೆ ತರಲಾಗುತ್ತಿದೆ. ಅಧ್ಯಕ್ಷರಾದ ಎಸ್.ಈ.ಸುಧೀಂದ್ರ ಅವರು ಮಾತನಾಡಿ, ರಾಜ್ಯ ಜೈವಿಕ ಇಂಧನ ನೀತಿಯು ಜೈವಿಕ ಇಂಧನ ಕ್ಷೇತ್ರದ ಸಮಗ್ರ ಉನ್ನತೀಕರಣಕ್ಕೆ ನಾಂದಿಯಾಗಲಿದೆ ಎಂದರು. ಮಂಡಳಿಯ ವ್ಯವಸ್ಥಾಪಕ ನಿರ್ದೇಶಕ ಶಿವಶಂಕರ್ ಎಲ್ ಸೇರಿದಂತೆ ಪ್ರಮುಖ ಉದ್ಯಮಿಗಳು, ಕಂಪನಿಗಳ ಪ್ರತಿನಿಧಿಗಳು ಭಾಗವಹಿಸಿದ್ದರು. bbox=[774, 1797, 1127, 1917]
gruhalakshmi-box bbox=[660, 324, 928, 660]
park-sign-kannada: ಬನ್ನೇರುಘಟ್ಟ ಜೈವಿಕ ಉದ್ಯಾನವನ bbox=[1219, 2273, 1399, 2293]
web-links bbox=[302, 89, 509, 137]
date: 30 ಏಪ್ರಿಲ್ 2025 bbox=[1322, 115, 1423, 133]
